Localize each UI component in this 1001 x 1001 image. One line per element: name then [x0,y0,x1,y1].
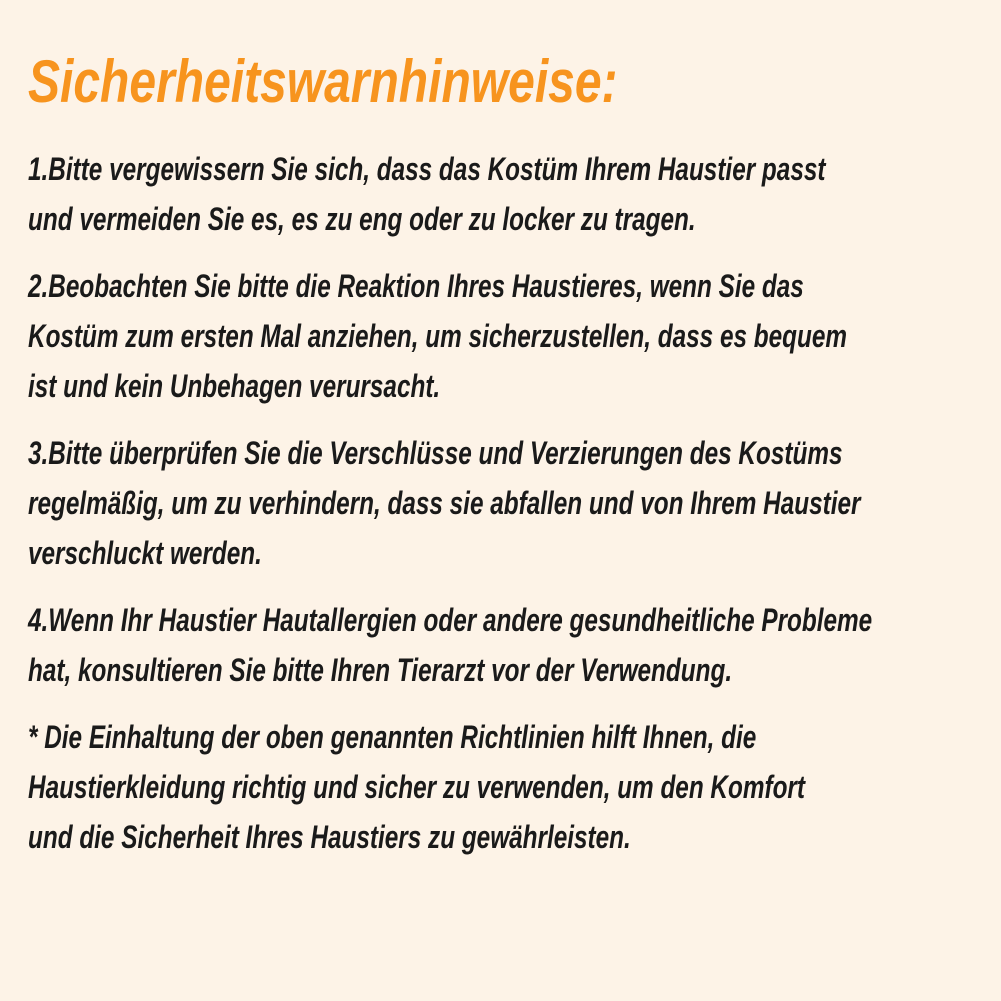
text-line: hat, konsultieren Sie bitte Ihren Tierarzt vor der Verwendung. [28,652,733,688]
warning-item-4 [28,595,977,695]
text-line: ist und kein Unbehagen verursacht. [28,368,441,404]
footnote [28,712,977,862]
text-line: 2.Beobachten Sie bitte die Reaktion Ihres Haustieres, wenn Sie das [28,268,804,304]
text-line: 1.Bitte vergewissern Sie sich, dass das Kostüm Ihrem Haustier passt [28,151,826,187]
text-line: verschluckt werden. [28,535,262,571]
text-line: regelmäßig, um zu verhindern, dass sie abfallen und von Ihrem Haustier [28,485,861,521]
text-line: * Die Einhaltung der oben genannten Richtlinien hilft Ihnen, die [28,719,757,755]
warning-item-2 [28,261,977,411]
page-title: Sicherheitswarnhinweise: [28,48,618,115]
text-line: Haustierkleidung richtig und sicher zu verwenden, um den Komfort [28,769,805,805]
text-line: und vermeiden Sie es, es zu eng oder zu locker zu tragen. [28,201,696,237]
text-line: und die Sicherheit Ihres Haustiers zu gewährleisten. [28,819,631,855]
text-line: 4.Wenn Ihr Haustier Hautallergien oder andere gesundheitliche Probleme [28,602,873,638]
warning-item-1 [28,144,977,244]
text-line: 3.Bitte überprüfen Sie die Verschlüsse und Verzierungen des Kostüms [28,435,843,471]
warning-item-3 [28,428,977,578]
text-line: Kostüm zum ersten Mal anziehen, um sicherzustellen, dass es bequem [28,318,848,354]
